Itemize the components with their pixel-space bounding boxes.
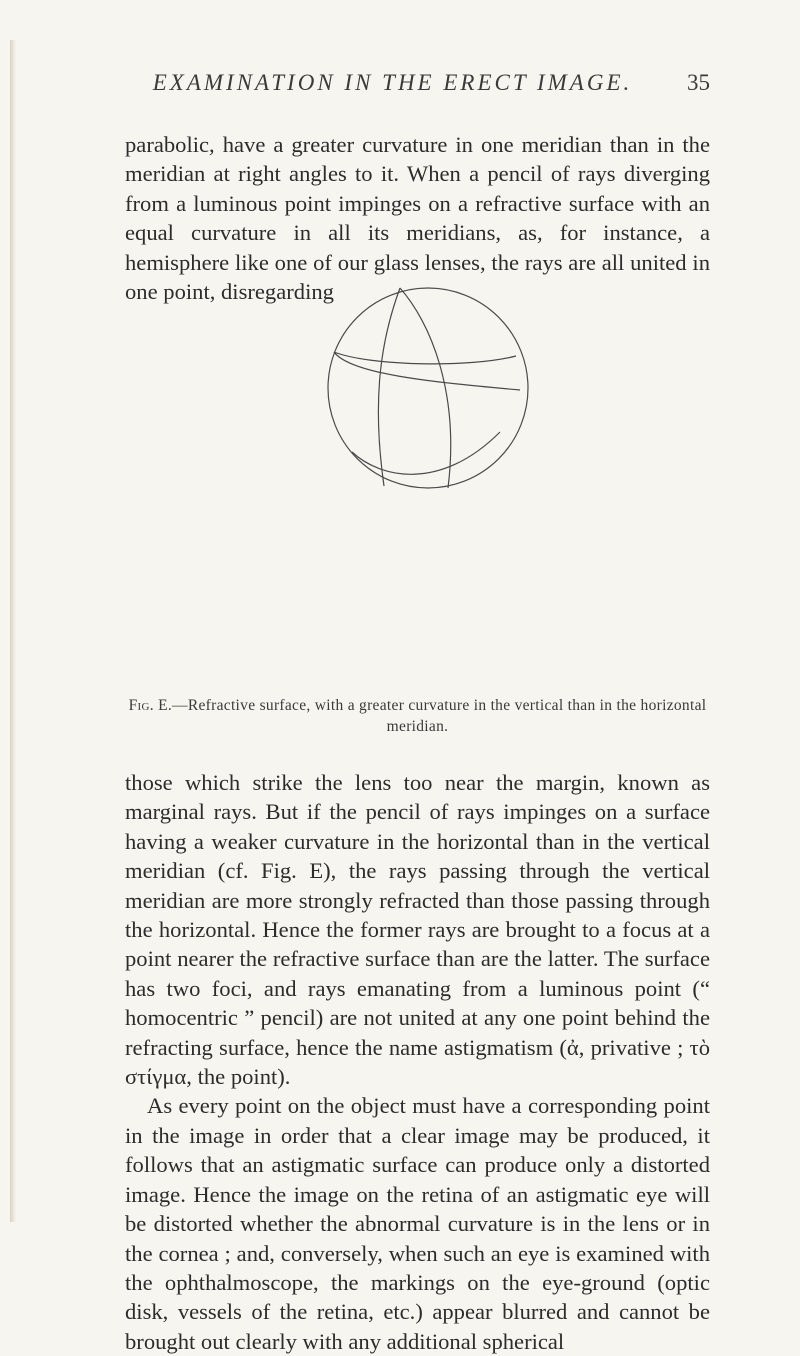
front-edge — [352, 432, 500, 474]
running-head: EXAMINATION IN THE ERECT IMAGE. — [152, 70, 633, 95]
page-header — [145, 70, 710, 104]
paragraph: parabolic, have a greater curvature in one meridian than in the meridian at right angles to it. When a pencil of rays diverging from a luminous point impinges on a refractive surface with an equal curvature in all its meridians, as, for instance, a hemisphere like one of our glass lenses, the rays are all united in one point, disregarding — [125, 132, 710, 305]
page-number: 35 — [687, 70, 710, 95]
vertical-meridian-right — [400, 288, 451, 488]
figure-e-astigmatic-surface — [310, 282, 540, 492]
horizontal-meridian — [334, 352, 516, 364]
figure-caption-text: —Refractive surface, with a greater curvature in the vertical than in the horizontal meridian. — [172, 697, 707, 735]
paragraph: those which strike the lens too near the margin, known as marginal rays. But if the pencil of rays impinges on a surface having a weaker curvature in the horizontal than in the vertical meridian (cf. Fig. E), the rays passing through the vertical meridian are more strongly refracted than those passing through the horizontal. Hence the former rays are brought to a focus at a point nearer the refractive surface than are the latter. The surface has two foci, and rays emanating from a luminous point (“ homocentric ” pencil) are not united at any one point behind the refracting surface, hence the name astigmatism (ἀ, privative ; τὸ στίγμα, the point). — [125, 770, 710, 1090]
body-text-bottom — [125, 768, 710, 1356]
body-text-top — [125, 130, 710, 306]
horizontal-meridian-lower — [334, 352, 520, 390]
paragraph: As every point on the object must have a corresponding point in the image in order that a clear image may be produced, it follows that an astigmatic surface can produce only a distorted image. Hence the image on the retina of an astigmatic eye will be distorted whether the abnormal curvature is in the lens or in the cornea ; and, conversely, when such an eye is examined with the ophthalmoscope, the markings on the eye-ground (optic disk, vessels of the retina, etc.) appear blurred and cannot be brought out clearly with any additional spherical — [125, 1093, 710, 1354]
page-edge-shadow — [10, 40, 16, 1222]
vertical-meridian — [378, 288, 400, 486]
figure-caption — [125, 695, 710, 737]
figure-label: Fig. E. — [128, 697, 173, 714]
astigmatic-surface-diagram — [310, 282, 540, 492]
